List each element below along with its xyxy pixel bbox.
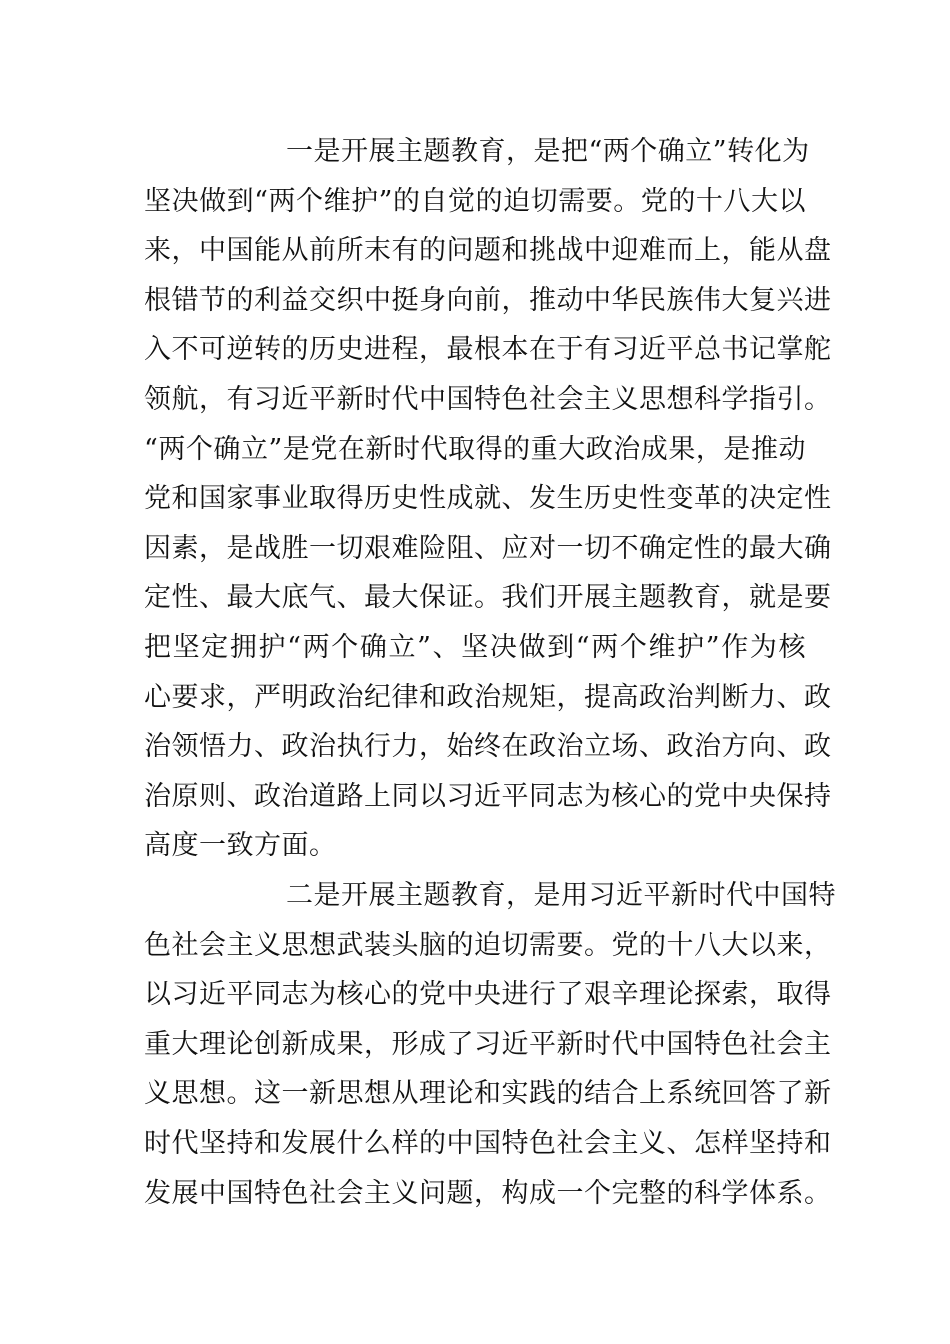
paragraph-1-line-1: 一是开展主题教育，是把“两个确立”转化为 [286, 136, 810, 167]
paragraph-1-line-10: 定性、最大底气、最大保证。我们开展主题教育，就是要 [144, 582, 832, 614]
paragraph-2-line-7: 发展中国特色社会主义问题，构成一个完整的科学体系。 [144, 1177, 832, 1209]
paragraph-2-line-4: 重大理论创新成果，形成了习近平新时代中国特色社会主 [144, 1028, 832, 1060]
paragraph-2 [144, 871, 836, 1218]
paragraph-1-line-7: “两个确立”是党在新时代取得的重大政治成果，是推动 [144, 433, 806, 465]
paragraph-1-line-4: 根错节的利益交织中挺身向前，推动中华民族伟大复兴进 [144, 284, 832, 316]
paragraph-1-line-12: 心要求，严明政治纪律和政治规矩，提高政治判断力、政 [144, 681, 832, 713]
paragraph-1-line-6: 领航，有习近平新时代中国特色社会主义思想科学指引。 [144, 383, 832, 415]
paragraph-2-line-5: 义思想。这一新思想从理论和实践的结合上系统回答了新 [144, 1078, 832, 1110]
paragraph-1-line-13: 治领悟力、政治执行力，始终在政治立场、政治方向、政 [144, 731, 832, 763]
paragraph-2-line-2: 色社会主义思想武装头脑的迫切需要。党的十八大以来， [144, 929, 832, 961]
paragraph-2-line-1: 二是开展主题教育，是用习近平新时代中国特 [286, 880, 836, 911]
paragraph-1-line-3: 来，中国能从前所末有的问题和挑战中迎难而上，能从盘 [144, 235, 832, 267]
paragraph-1-line-9: 因素，是战胜一切艰难险阻、应对一切不确定性的最大确 [144, 532, 832, 564]
paragraph-1-line-14: 治原则、政治道路上同以习近平同志为核心的党中央保持 [144, 780, 832, 812]
paragraph-1-line-2: 坚决做到“两个维护”的自觉的迫切需要。党的十八大以 [144, 185, 806, 217]
paragraph-2-line-6: 时代坚持和发展什么样的中国特色社会主义、怎样坚持和 [144, 1127, 832, 1159]
paragraph-1-line-8: 党和国家事业取得历史性成就、发生历史性变革的决定性 [144, 483, 832, 515]
paragraph-1 [144, 127, 832, 871]
paragraph-1-line-11: 把坚定拥护“两个确立”、坚决做到“两个维护”作为核 [144, 631, 806, 663]
paragraph-1-line-15: 高度一致方面。 [144, 830, 337, 862]
paragraph-2-line-3: 以习近平同志为核心的党中央进行了艰辛理论探索，取得 [144, 979, 832, 1011]
paragraph-1-line-5: 入不可逆转的历史进程，最根本在于有习近平总书记掌舵 [144, 334, 832, 366]
